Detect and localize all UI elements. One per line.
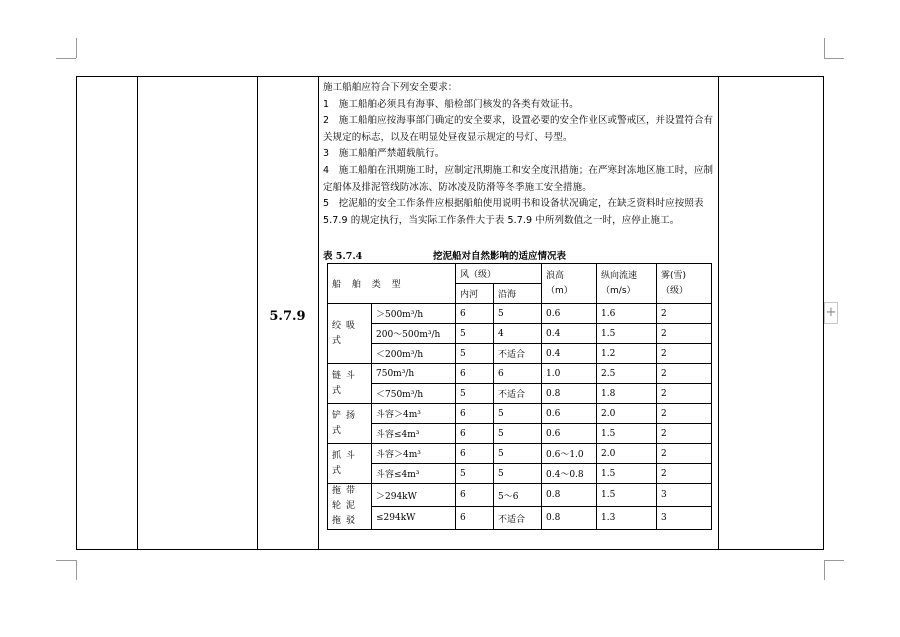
cell-ship-category: 链斗式 [328,364,372,404]
column-divider [318,77,319,549]
cell-spec: ＜200m³/h [372,344,456,364]
cell-wind-coastal: 5 [494,444,542,464]
table-row [328,404,712,424]
cell-wave: 0.4～0.8 [542,464,597,484]
header-fog-unit: （级） [661,285,689,296]
cell-wave: 0.6 [542,404,597,424]
cell-wind-coastal: 5 [494,464,542,484]
table-row [328,344,712,364]
cell-wave: 0.8 [542,507,597,530]
cell-wind-inland: 5 [456,464,494,484]
add-icon[interactable]: + [824,302,838,324]
cell-flow: 1.5 [597,484,657,507]
cell-spec: 斗容≤4m³ [372,464,456,484]
cell-wave: 0.6 [542,424,597,444]
crop-mark-bottom-left-v [76,560,77,580]
header-wind-inland: 内河 [456,284,494,304]
cell-fog: 3 [657,484,712,507]
cell-ship-category: 抓斗式 [328,444,372,484]
table-row [328,384,712,404]
cell-wind-coastal: 5 [494,424,542,444]
header-flow [597,264,657,304]
table-row [328,324,712,344]
header-type: 船 舶 类 型 [328,264,456,304]
header-fog [657,264,712,304]
cell-spec: ＞294kW [372,484,456,507]
cell-flow: 1.5 [597,424,657,444]
header-fog-label: 雾(雪) [661,270,687,281]
table-title: 挖泥船对自然影响的适应情况表 [433,251,567,262]
cell-fog: 2 [657,384,712,404]
cell-wind-coastal: 5 [494,404,542,424]
column-divider [137,77,138,549]
cell-ship-category: 拖带轮泥拖驳 [328,484,372,530]
header-row [328,264,712,284]
table-row [328,424,712,444]
cell-wind-inland: 6 [456,444,494,464]
cell-wind-coastal: 不适合 [494,344,542,364]
clause-item: 3 施工船舶严禁超载航行。 [323,148,445,160]
header-flow-label: 纵向流速 [601,270,638,281]
outer-table [76,76,824,550]
table-row [328,304,712,324]
crop-mark-top-left-v [76,38,77,58]
cell-fog: 2 [657,404,712,424]
crop-mark-bottom-left-h [56,560,76,561]
cell-spec: 200～500m³/h [372,324,456,344]
cell-flow: 1.8 [597,384,657,404]
cell-fog: 2 [657,304,712,324]
cell-wind-inland: 6 [456,484,494,507]
cell-spec: ＜750m³/h [372,384,456,404]
table-row [328,484,712,507]
cell-flow: 2.5 [597,364,657,384]
cell-flow: 1.5 [597,464,657,484]
cell-fog: 2 [657,324,712,344]
cell-wave: 0.6 [542,304,597,324]
cell-wind-inland: 5 [456,324,494,344]
cell-wind-inland: 6 [456,404,494,424]
cell-wave: 0.8 [542,484,597,507]
cell-wind-coastal: 不适合 [494,384,542,404]
cell-spec: ≤294kW [372,507,456,530]
cell-fog: 2 [657,364,712,384]
table-row [328,444,712,464]
crop-mark-top-right-h [824,58,844,59]
header-wave [542,264,597,304]
cell-wind-inland: 6 [456,364,494,384]
cell-fog: 2 [657,464,712,484]
cell-spec: 斗容≤4m³ [372,424,456,444]
cell-wave: 1.0 [542,364,597,384]
cell-flow: 1.3 [597,507,657,530]
cell-spec: 斗容＞4m³ [372,444,456,464]
header-flow-unit: （m/s） [601,285,636,296]
clause-number: 5.7.9 [269,309,306,324]
table-row [328,464,712,484]
header-wave-label: 浪高 [546,270,565,281]
clause-item: 5 挖泥船的安全工作条件应根据船舶使用说明书和设备状况确定，在缺乏资料时应按照表 5.7.9 的规定执行，当实际工作条件大于表 5.7.9 中所列数值之一时，应停止施工。 [323,198,704,226]
clause-item: 2 施工船舶应按海事部门确定的安全要求，设置必要的安全作业区或警戒区，并设置符合有关规定的标志，以及在明显处昼夜显示规定的号灯、号型。 [323,115,714,143]
cell-spec: 750m³/h [372,364,456,384]
cell-ship-category: 绞吸式 [328,304,372,364]
clause-item: 4 施工船舶在汛期施工时，应制定汛期施工和安全度汛措施；在严寒封冻地区施工时，应制定船体及排泥管线防冰冻、防冰凌及防滑等冬季施工安全措施。 [323,164,714,193]
cell-spec: ＞500m³/h [372,304,456,324]
cell-wind-coastal: 不适合 [494,507,542,530]
cell-wind-inland: 6 [456,424,494,444]
cell-wave: 0.4 [542,344,597,364]
crop-mark-bottom-right-h [824,560,844,561]
cell-fog: 2 [657,424,712,444]
cell-flow: 2.0 [597,404,657,424]
header-wind-coastal: 沿海 [494,284,542,304]
table-row [328,364,712,384]
crop-mark-top-right-v [824,38,825,58]
crop-mark-top-left-h [56,58,76,59]
clause-item: 1 施工船舶必须具有海事、船检部门核发的各类有效证书。 [323,98,579,110]
cell-wind-coastal: 5～6 [494,484,542,507]
table-caption [323,248,717,262]
header-wave-unit: （m） [546,285,573,296]
table-row [328,507,712,530]
cell-wind-coastal: 5 [494,304,542,324]
cell-fog: 3 [657,507,712,530]
cell-fog: 2 [657,444,712,464]
cell-fog: 2 [657,344,712,364]
cell-wind-coastal: 6 [494,364,542,384]
table-number: 表 5.7.4 [323,251,363,262]
cell-flow: 1.2 [597,344,657,364]
header-wind: 风（级） [456,264,542,284]
cell-spec: 斗容＞4m³ [372,404,456,424]
cell-wave: 0.8 [542,384,597,404]
crop-mark-bottom-right-v [824,560,825,580]
cell-wind-inland: 6 [456,507,494,530]
cell-wind-inland: 6 [456,304,494,324]
column-divider [718,77,719,549]
clause-content [323,80,717,229]
cell-ship-category: 铲扬式 [328,404,372,444]
clause-intro: 施工船舶应符合下列安全要求： [323,82,458,93]
cell-flow: 1.5 [597,324,657,344]
cell-wind-coastal: 4 [494,324,542,344]
cell-wind-inland: 5 [456,344,494,364]
cell-wave: 0.4 [542,324,597,344]
cell-wind-inland: 5 [456,384,494,404]
cell-flow: 1.6 [597,304,657,324]
dredger-conditions-table [327,263,712,530]
cell-wave: 0.6～1.0 [542,444,597,464]
cell-flow: 2.0 [597,444,657,464]
